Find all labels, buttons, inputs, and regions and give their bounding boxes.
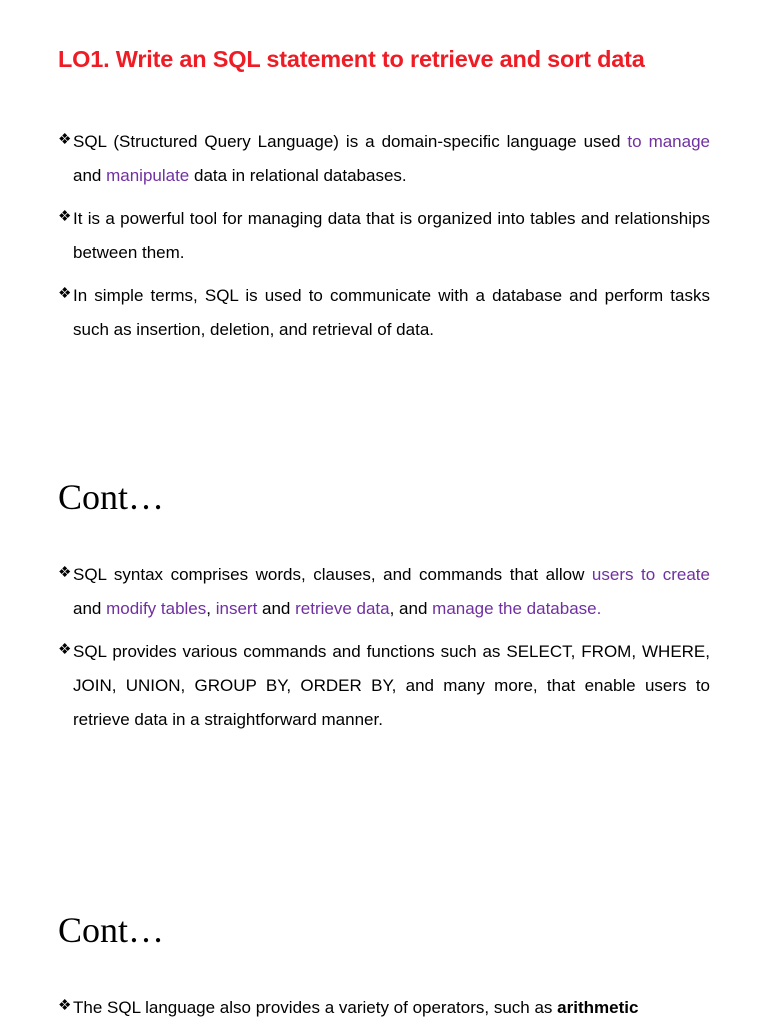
section-operators xyxy=(58,991,710,1034)
bullet-sql-operators: ❖ The SQL language also provides a variety of operators, such as arithmetic xyxy=(58,991,710,1025)
link-to-manage[interactable]: to manage xyxy=(627,132,710,151)
bullet-sql-commands: ❖ SQL provides various commands and functions such as SELECT, FROM, WHERE, JOIN, UNION, GROUP BY, ORDER BY, and many more, that enable users to retrieve data in a straightforward manner. xyxy=(58,635,710,737)
diamond-bullet-icon: ❖ xyxy=(58,564,72,581)
diamond-bullet-icon: ❖ xyxy=(58,641,72,658)
diamond-bullet-icon: ❖ xyxy=(58,997,72,1014)
diamond-bullet-icon: ❖ xyxy=(58,285,72,302)
page-title: LO1. Write an SQL statement to retrieve and sort data xyxy=(58,46,645,72)
link-insert[interactable]: insert xyxy=(215,599,258,618)
diamond-bullet-icon: ❖ xyxy=(58,131,72,148)
cont-heading-2: Cont… xyxy=(58,910,165,950)
section-intro xyxy=(58,125,710,356)
section-syntax xyxy=(58,558,710,746)
link-users-to-create[interactable]: users to create xyxy=(591,565,710,584)
bullet-powerful-tool: ❖ It is a powerful tool for managing data that is organized into tables and relationships between them. xyxy=(58,202,710,270)
diamond-bullet-icon: ❖ xyxy=(58,208,72,225)
link-retrieve-data[interactable]: retrieve data xyxy=(295,599,390,618)
bullet-simple-terms: ❖ In simple terms, SQL is used to communicate with a database and perform tasks such as insertion, deletion, and retrieval of data. xyxy=(58,279,710,347)
link-manipulate[interactable]: manipulate xyxy=(106,166,190,185)
bold-arithmetic: arithmetic xyxy=(557,998,639,1017)
cont-heading-1: Cont… xyxy=(58,477,165,517)
link-manage-the-database[interactable]: manage the database. xyxy=(432,599,602,618)
link-modify-tables[interactable]: modify tables xyxy=(106,599,207,618)
bullet-sql-syntax: ❖ SQL syntax comprises words, clauses, and commands that allow users to create and modify tables, insert and retrieve data, and manage the database. xyxy=(58,558,710,626)
bullet-sql-definition: ❖ SQL (Structured Query Language) is a domain-specific language used to manage and manipulate data in relational databases. xyxy=(58,125,710,193)
